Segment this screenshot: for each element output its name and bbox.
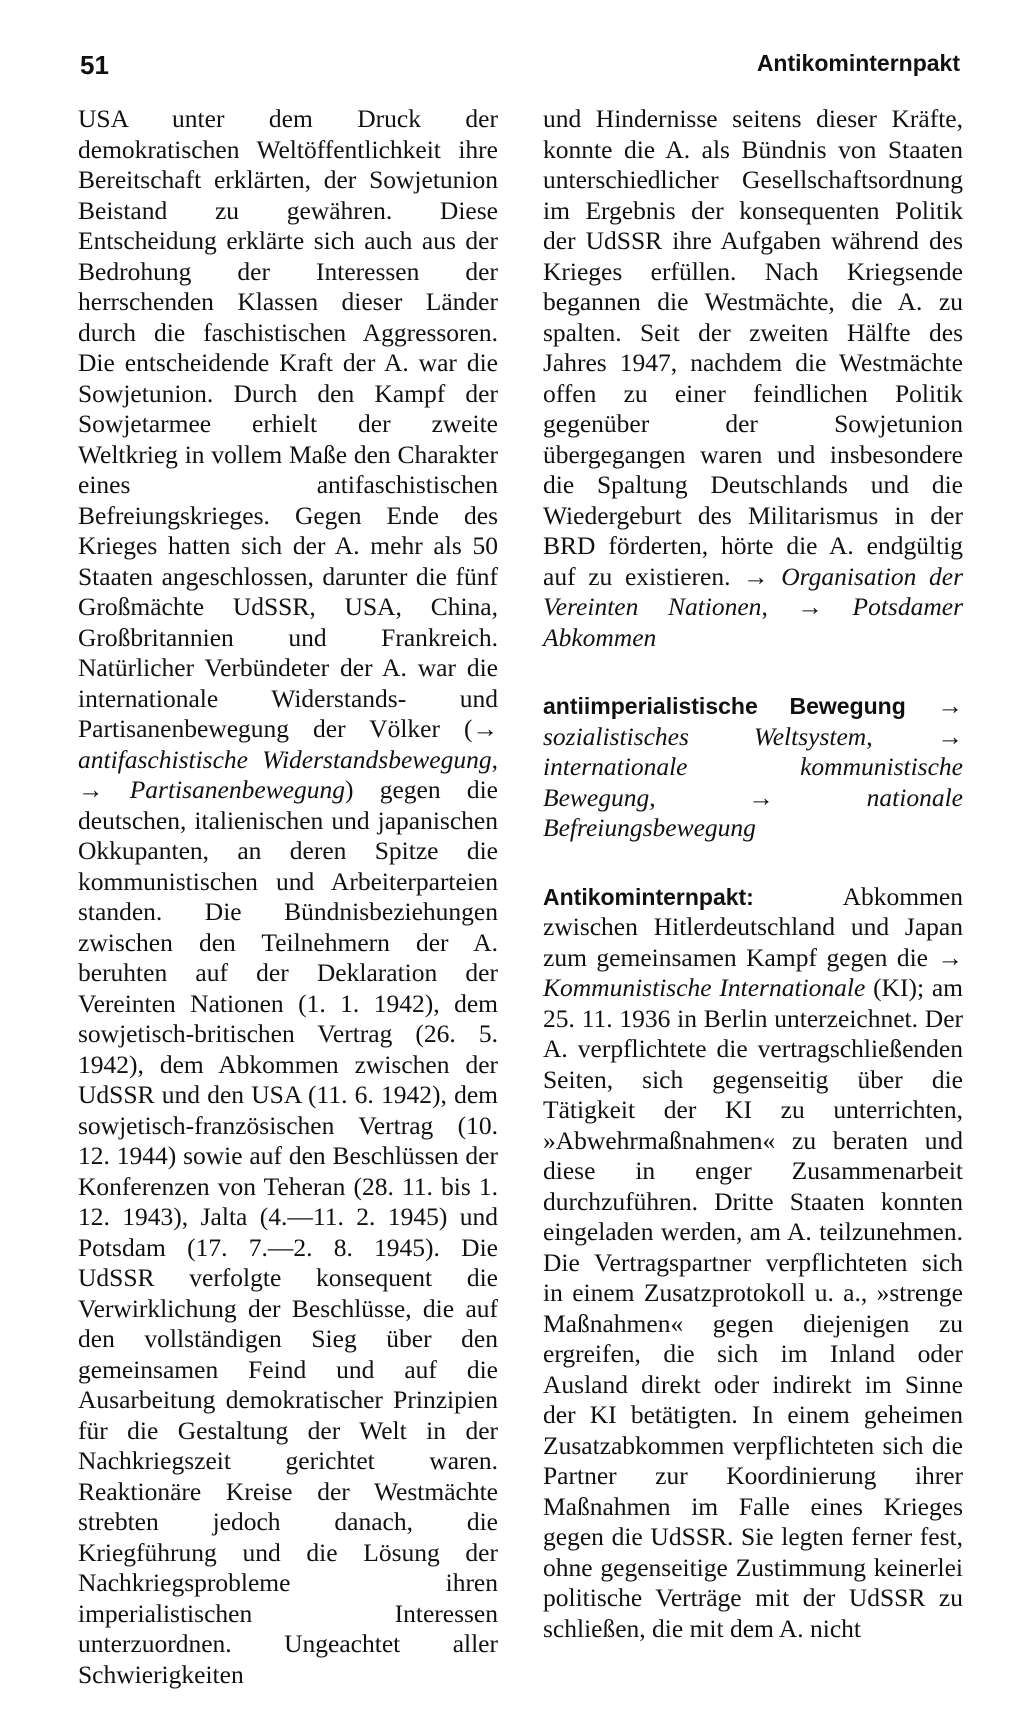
body-text: Abkommen zwischen Hitlerdeutschland und Japan zum gemeinsamen Kampf gegen die xyxy=(543,881,963,972)
body-text: (KI); am 25. 11. 1936 in Berlin unterzeichnet. Der A. verpflichtete die vertragschließenden Seiten, sich gegenseitig über die Tätigkeit der KI zu unterrichten, »Abwehrmaßnahmen« zu beraten und diese in enger Zusammenarbeit durchzuführen. Dritte Staaten konnten eingeladen werden, am A. teilzunehmen. Die Vertragspartner verpflichteten sich in einem Zusatzprotokoll u. a., »strenge Maßnahmen« gegen diejenigen zu ergreifen, die sich im Inland oder Ausland direkt oder indirekt im Sinne der KI betätigten. In einem geheimen Zusatzabkommen verpflichteten sich die Partner zur Koordinierung ihrer Maßnahmen im Falle eines Krieges gegen die UdSSR. Sie legten ferner fest, ohne gegenseitige Zustimmung keinerlei politische Verträge mit der UdSSR zu schließen, die mit dem A. nicht xyxy=(543,973,963,1643)
body-text: ) gegen die deutschen, italienischen und japanischen Okkupanten, an deren Spitze die kommunistischen und Arbeiterparteien standen. Die Bündnisbeziehungen zwischen den Teilnehmern der A. beruhten auf der Deklaration der Vereinten Nationen (1. 1. 1942), dem sowjetisch-britischen Vertrag (26. 5. 1942), dem Abkommen zwischen der UdSSR und den USA (11. 6. 1942), dem sowjetisch-französischen Vertrag (10. 12. 1944) sowie auf den Beschlüssen der Konferenzen von Teheran (28. 11. bis 1. 12. 1943), Jalta (4.—11. 2. 1945) und Potsdam (17. 7.—2. 8. 1945). Die UdSSR verfolgte konsequent die Verwirklichung der Beschlüsse, die auf den vollständigen Sieg über den gemeinsamen Feind und auf die Ausarbeitung demokratischer Prinzipien für die Gestaltung der Welt in der Nachkriegszeit gerichtet waren. Reaktionäre Kreise der Westmächte strebten jedoch danach, die Kriegführung und die Lösung der Nachkriegsprobleme ihren imperialistischen Interessen unterzuordnen. Ungeachtet aller Schwierigkeiten xyxy=(78,775,498,1689)
cross-reference: → Potsdamer Abkommen xyxy=(543,592,963,652)
body-text: und Hindernisse seitens dieser Kräfte, konnte die A. als Bündnis von Staaten unterschiedlicher Gesellschaftsordnung im Ergebnis der konsequenten Politik der UdSSR ihre Aufgaben während des Krieges erfüllen. Nach Kriegsende begannen die Westmächte, die A. zu spalten. Seit der zweiten Hälfte des Jahres 1947, nachdem die Westmächte offen zu einer feindlichen Politik gegenüber der Sowjetunion übergegangen waren und insbesondere die Spaltung Deutschlands und die Wiedergeburt des Militarismus in der BRD förderten, hörte die A. endgültig auf zu existieren. xyxy=(543,104,963,591)
body-text: USA unter dem Druck der demokratischen Weltöffentlichkeit ihre Bereitschaft erklärten, der Sowjetunion Beistand zu gewähren. Diese Entscheidung erklärte sich auch aus der Bedrohung der Interessen der herrschenden Klassen dieser Länder durch die faschistischen Aggressoren. Die entscheidende Kraft der A. war die Sowjetunion. Durch den Kampf der Sowjetarmee erhielt der zweite Weltkrieg in vollem Maße den Charakter eines antifaschistischen Befreiungskrieges. Gegen Ende des Krieges hatten sich der A. mehr als 50 Staaten angeschlossen, darunter die fünf Großmächte UdSSR, USA, China, Großbritannien und Frankreich. Natürlicher Verbündeter der A. war die internationale Widerstands- und Partisanenbewegung der Völker ( xyxy=(78,104,498,743)
separator: , xyxy=(761,592,798,621)
entry-antiimperialistische-bewegung: antiimperialistische Bewegung → sozialistisches Weltsystem, → internationale kommunistische Bewegung, → nationale Befreiungsbewegung xyxy=(543,691,964,842)
cross-reference: → internationale kommunistische Bewegung xyxy=(543,721,963,812)
entry-antikominternpakt xyxy=(543,882,963,1645)
cross-reference: → Organisation der Vereinten Nationen xyxy=(543,561,963,621)
separator: , xyxy=(491,744,498,774)
entry-continuation xyxy=(543,104,963,653)
left-column xyxy=(78,104,498,1690)
cross-reference: → sozialistisches Weltsystem xyxy=(543,691,964,751)
cross-reference: → Kommunistische Internationale xyxy=(543,942,963,1002)
page-header xyxy=(80,50,960,86)
cross-reference: → nationale Befreiungsbewegung xyxy=(543,782,963,842)
page-number: 51 xyxy=(80,50,109,80)
entry-headword: antiimperialistische Bewegung xyxy=(543,693,906,719)
entry-continuation xyxy=(78,104,498,1690)
running-head: Antikominternpakt xyxy=(756,50,960,76)
right-column xyxy=(543,104,963,1644)
entry-headword: Antikominternpakt: xyxy=(543,883,754,910)
cross-reference: → Partisanenbewegung xyxy=(78,775,346,804)
cross-reference: → antifaschistische Widerstandsbewegung xyxy=(78,714,498,774)
